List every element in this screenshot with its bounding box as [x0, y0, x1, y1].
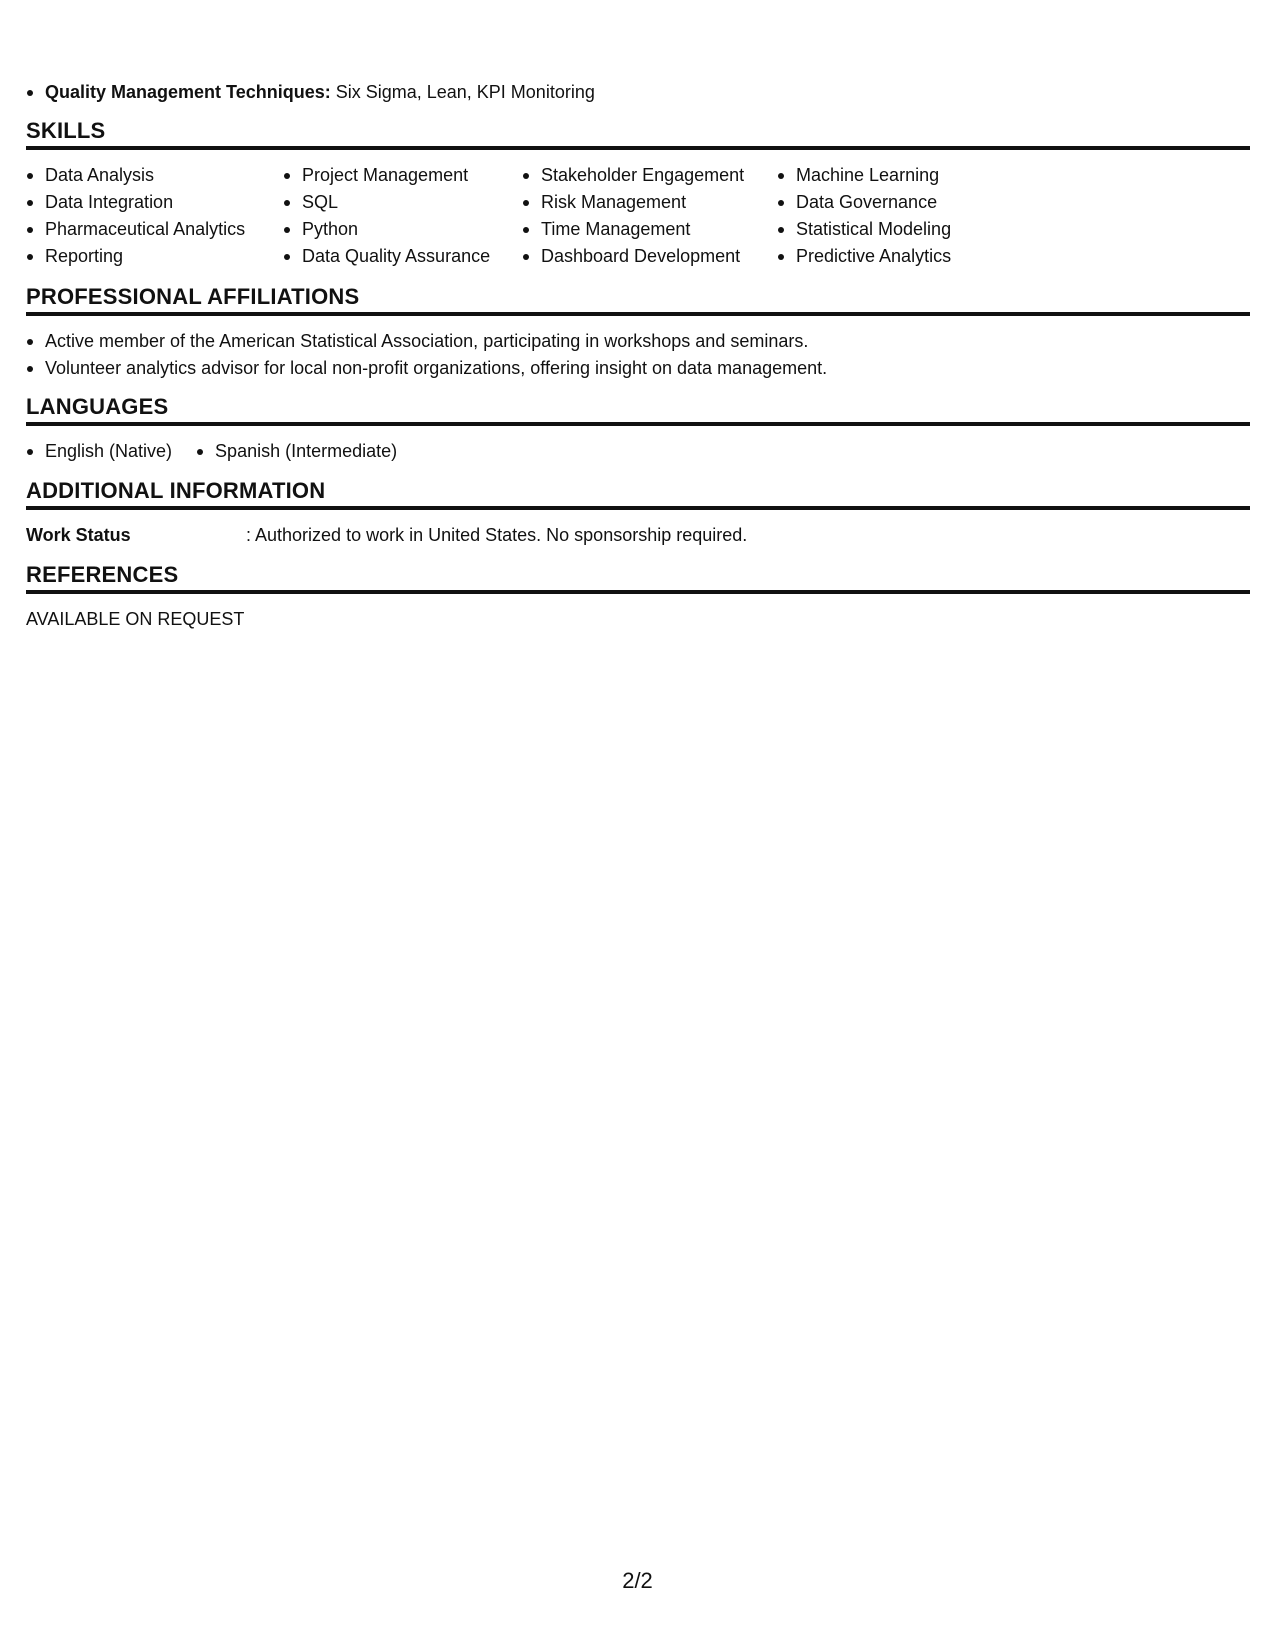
skills-heading: SKILLS — [26, 118, 1250, 150]
skills-column-2 — [283, 162, 522, 270]
language-item: Spanish (Intermediate) — [196, 438, 397, 465]
references-text: AVAILABLE ON REQUEST — [26, 609, 245, 629]
work-status-label: Work Status — [26, 525, 131, 545]
skill-item: Time Management — [522, 216, 777, 243]
quality-techniques-item — [26, 79, 595, 106]
skills-column-4 — [777, 162, 1017, 270]
skill-item: Reporting — [26, 243, 283, 270]
skill-item: Pharmaceutical Analytics — [26, 216, 283, 243]
skill-item: Python — [283, 216, 522, 243]
skill-item: Data Integration — [26, 189, 283, 216]
skill-item: Predictive Analytics — [777, 243, 1017, 270]
skills-column-1 — [26, 162, 283, 270]
skill-item: Project Management — [283, 162, 522, 189]
affiliation-item: Volunteer analytics advisor for local non-profit organizations, offering insight on data management. — [26, 355, 827, 382]
affiliation-item: Active member of the American Statistical Association, participating in workshops and seminars. — [26, 328, 827, 355]
skill-item: Stakeholder Engagement — [522, 162, 777, 189]
skill-item: Dashboard Development — [522, 243, 777, 270]
skill-item: Machine Learning — [777, 162, 1017, 189]
affiliations-list — [26, 328, 827, 382]
skill-item: Risk Management — [522, 189, 777, 216]
skills-column-3 — [522, 162, 777, 270]
quality-techniques-label: Quality Management Techniques: — [45, 82, 331, 102]
affiliations-heading: PROFESSIONAL AFFILIATIONS — [26, 284, 1250, 316]
languages-heading: LANGUAGES — [26, 394, 1250, 426]
work-status-row — [26, 522, 747, 549]
references-heading: REFERENCES — [26, 562, 1250, 594]
languages-list — [26, 438, 421, 465]
additional-info-heading: ADDITIONAL INFORMATION — [26, 478, 1250, 510]
skill-item: Data Quality Assurance — [283, 243, 522, 270]
skills-grid — [26, 162, 1017, 270]
language-item: English (Native) — [26, 438, 172, 465]
skill-item: Data Governance — [777, 189, 1017, 216]
skill-item: Statistical Modeling — [777, 216, 1017, 243]
quality-techniques-value: Six Sigma, Lean, KPI Monitoring — [330, 82, 595, 102]
skill-item: SQL — [283, 189, 522, 216]
work-status-value: : Authorized to work in United States. No sponsorship required. — [246, 525, 748, 545]
page-number: 2/2 — [622, 1568, 653, 1593]
skill-item: Data Analysis — [26, 162, 283, 189]
